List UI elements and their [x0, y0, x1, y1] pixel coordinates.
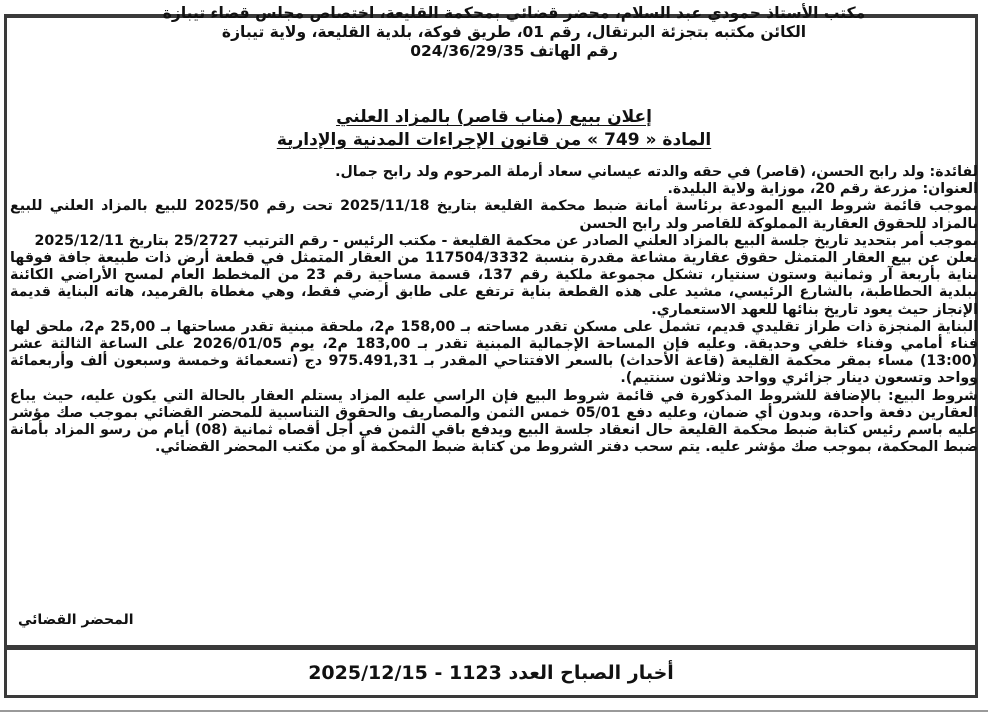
sale-conditions-deposit-paragraph: بموجب قائمة شروط البيع المودعة برئاسة أمانة ضبط محكمة القليعة بتاريخ 2025/11/18 تحت رقم 2025/50 للبيع بالمزاد العلني للبيع بالمزاد للحقوق العقارية المملوكة للقاصر ولد رابح الحسن: [10, 198, 978, 232]
property-description-paragraph: نعلن عن بيع العقار المتمثل حقوق عقارية مشاعة مقدرة بنسبة 117504/3332 من العقار المتمثل في قطعة أرض ذات طبيعة جافة فوقها بناية بأربعة آر وثمانية وستون سنتيار، تشكل مجموعة ملكية رقم 137، قسمة مساحية رقم 23 من المخطط العام لمسح الأراضي الكائنة ببلدية الحطاطبة، بالشارع الرئيسي، مشيد على هذه القطعة بناية ترتفع على طابق أرضي فقط، وهي مغطاة بالقرميد، هاته البناية قديمة الإنجاز حيث يعود تاريخ بنائها للعهد الاستعماري.: [10, 250, 978, 318]
title-main: إعلان ببيع (مناب قاصر) بالمزاد العلني: [336, 107, 652, 127]
bailiff-office-header: [54, 4, 974, 61]
publication-info: أخبار الصباح العدد 1123 - 2025/12/15: [308, 661, 674, 684]
header-office-line: مكتب الأستاذ حمودي عبد السلام، محضر قضائي بمحكمة القليعة، اختصاص مجلس قضاء تيبازة: [162, 4, 866, 22]
building-and-auction-paragraph: البناية المنجزة ذات طراز تقليدي قديم، تشمل على مسكن تقدر مساحته بـ 158,00 م2، ملحقة مبنية تقدر مساحتها بـ 25,00 م2، ملحق لها فناء أمامي وفناء خلفي وحديقة. وعليه فإن المساحة الإجمالية المبنية تقدر بـ 183,00 م2، يوم 2026/01/05 على الساعة الثالثة عشر (13:00) مساء بمقر محكمة القليعة (قاعة الأحداث) بالسعر الافتتاحي المقدر بـ 975.491,31 دج (تسعمائة وخمسة وسبعون ألف وأربعمائة وواحد وتسعون دينار جزائري وواحد وثلاثون سنتيم).: [10, 318, 978, 387]
notice-body: [10, 164, 978, 456]
sale-terms-paragraph: شروط البيع: بالإضافة للشروط المذكورة في قائمة شروط البيع فإن الراسي عليه المزاد يستلم العقار بالحالة التي يكون عليه، حيث يباع العقارين دفعة واحدة، وبدون أي ضمان، وعليه دفع 05/01 خمس الثمن والمصاريف والحقوق التناسبية للمحضر القضائي بموجب صك مؤشر عليه باسم رئيس كتابة ضبط محكمة القليعة حال انعقاد جلسة البيع ويدفع باقي الثمن في أجل أقصاه ثمانية (08) أيام من رسو المزاد بأمانة ضبط المحكمة، بموجب صك مؤشر عليه. يتم سحب دفتر الشروط من كتابة ضبط المحكمة أو من مكتب المحضر القضائي.: [10, 387, 979, 456]
header-address-line: الكائن مكتبه بتجزئة البرتقال، رقم 01، طريق فوكة، بلدية القليعة، ولاية تيبازة: [221, 23, 807, 41]
court-order-paragraph: بموجب أمر بتحديد تاريخ جلسة البيع بالمزاد العلني الصادر عن محكمة القليعة - مكتب الرئيس - رقم الترتيب 25/2727 بتاريخ 2025/12/11: [34, 232, 978, 249]
beneficiary-paragraph: لفائدة: ولد رابح الحسن، (قاصر) في حقه والدته عيساني سعاد أرملة المرحوم ولد رابح جمال.: [335, 164, 978, 180]
title-article: المادة « 749 » من قانون الإجراءات المدنية والإدارية: [276, 130, 712, 150]
publication-footer: [4, 648, 978, 698]
page-bottom-rule: [0, 710, 988, 712]
address-paragraph: العنوان: مزرعة رقم 20، موزاية ولاية البليدة.: [667, 181, 978, 198]
header-phone-line: رقم الهاتف 024/36/29/35: [410, 42, 618, 60]
notice-title: [0, 106, 988, 152]
bailiff-signature: المحضر القضائي: [18, 612, 134, 628]
